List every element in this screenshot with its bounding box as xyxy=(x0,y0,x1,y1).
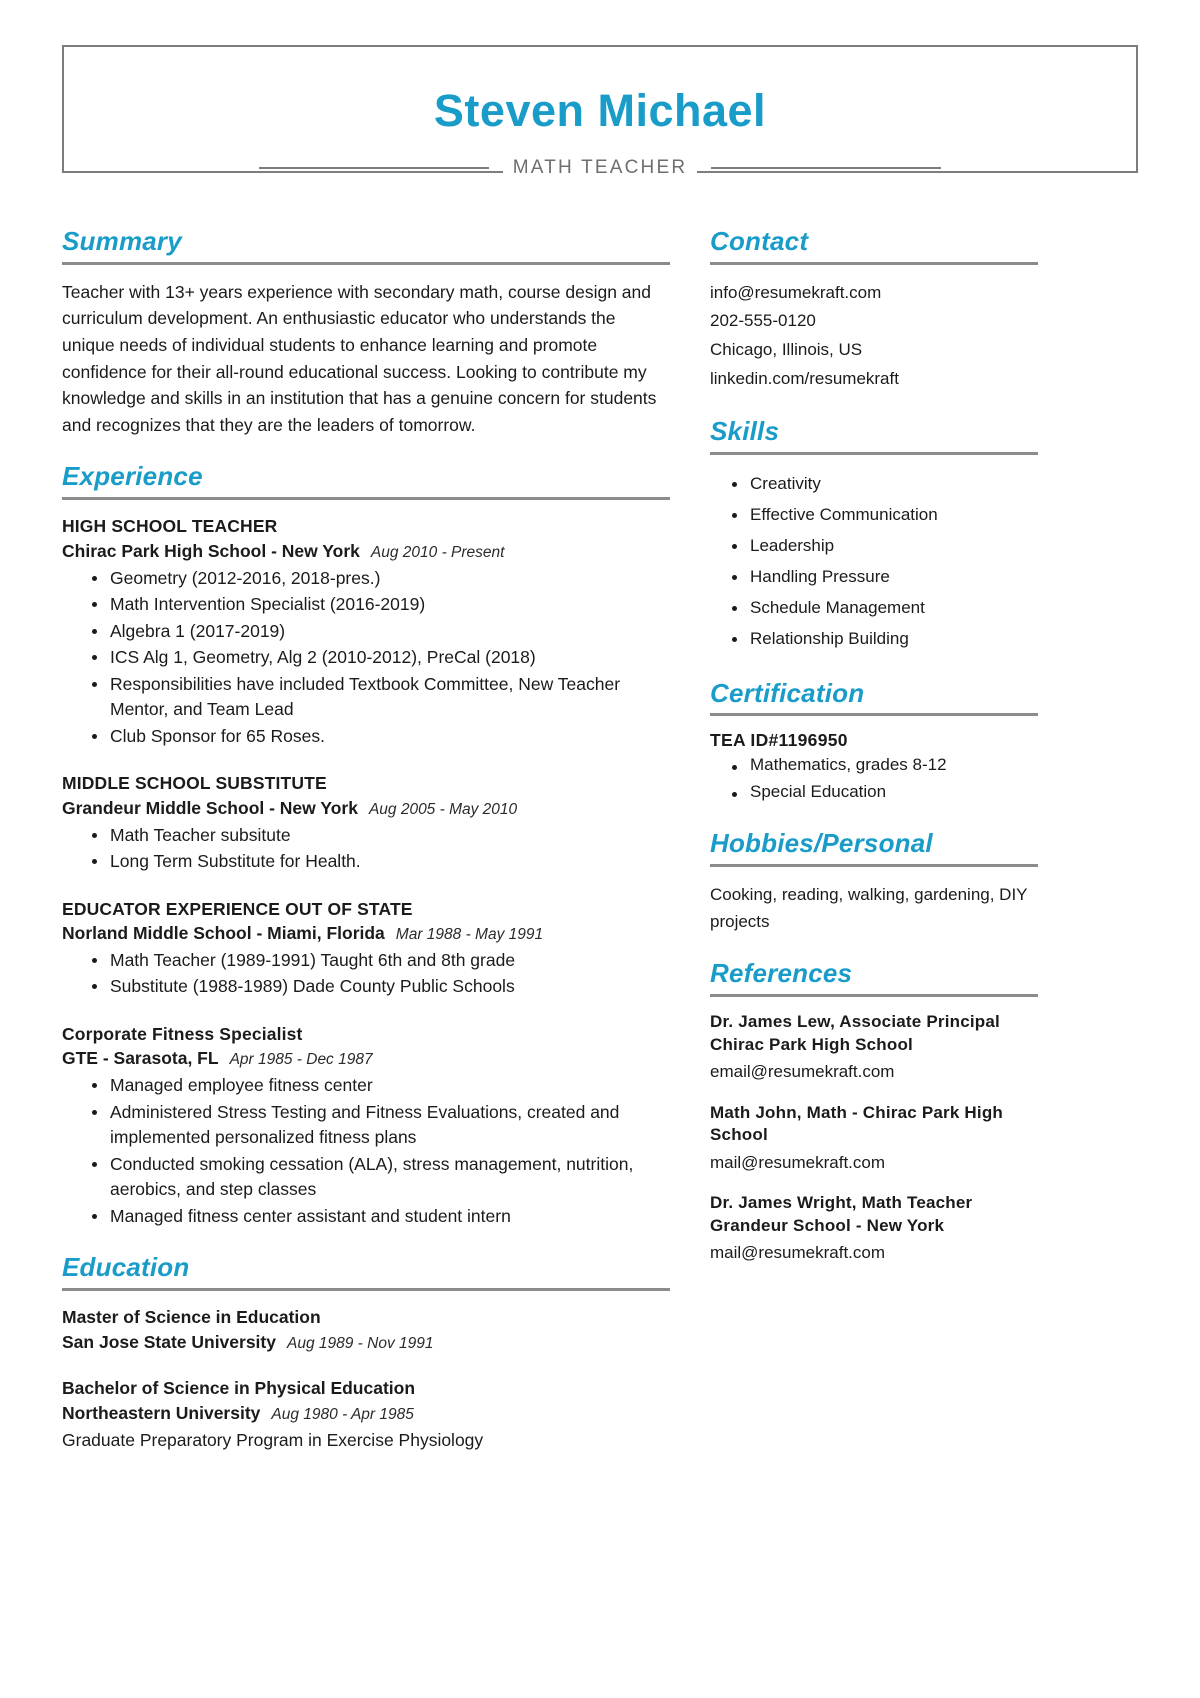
education-degree: Master of Science in Education xyxy=(62,1307,321,1328)
reference-name: Dr. James Wright, Math Teacher Grandeur School - New York xyxy=(710,1193,973,1235)
job-organization: GTE - Sarasota, FL xyxy=(62,1048,219,1069)
section-heading-certification: Certification xyxy=(710,677,865,708)
list-item: Geometry (2012-2016, 2018-pres.) xyxy=(92,566,670,592)
section-certification xyxy=(710,679,1038,806)
section-heading-education: Education xyxy=(62,1252,190,1283)
reference-entry xyxy=(710,1102,1038,1175)
education-degree: Bachelor of Science in Physical Education xyxy=(62,1378,416,1399)
section-heading-references: References xyxy=(710,958,853,989)
list-item: Effective Communication xyxy=(732,500,1038,531)
job-org-line xyxy=(62,921,670,946)
education-school: San Jose State University xyxy=(62,1331,276,1352)
job-organization: Norland Middle School - Miami, Florida xyxy=(62,923,385,944)
contact-location: Chicago, Illinois, US xyxy=(710,339,863,359)
job-dates: Aug 2005 - May 2010 xyxy=(368,800,518,818)
job-title: MATH TEACHER xyxy=(503,157,698,179)
section-experience xyxy=(62,462,670,1229)
list-item: Math Teacher subsitute xyxy=(92,823,670,849)
education-school-line xyxy=(62,1330,670,1355)
job-title-row xyxy=(62,157,1138,179)
title-rule-left xyxy=(259,167,489,169)
list-item: Managed employee fitness center xyxy=(92,1073,670,1099)
job-bullets xyxy=(62,1073,670,1229)
reference-name: Dr. James Lew, Associate Principal Chirac Park High School xyxy=(710,1012,1000,1054)
job-role: MIDDLE SCHOOL SUBSTITUTE xyxy=(62,773,327,794)
reference-name: Math John, Math - Chirac Park High School xyxy=(710,1102,1003,1145)
experience-entry xyxy=(62,1022,670,1229)
left-column xyxy=(62,227,670,1477)
education-school: Northeastern University xyxy=(62,1402,261,1423)
list-item: Club Sponsor for 65 Roses. xyxy=(92,724,670,750)
list-item: Relationship Building xyxy=(732,624,1038,655)
reference-email[interactable]: mail@resumekraft.com xyxy=(710,1242,886,1262)
section-rule xyxy=(62,1288,670,1291)
job-dates: Aug 2010 - Present xyxy=(370,543,505,561)
list-item: Handling Pressure xyxy=(732,562,1038,593)
section-summary xyxy=(62,227,670,438)
hobbies-text: Cooking, reading, walking, gardening, DIY projects xyxy=(710,885,1028,932)
job-org-line xyxy=(62,539,670,564)
list-item: ICS Alg 1, Geometry, Alg 2 (2010-2012), PreCal (2018) xyxy=(92,645,670,671)
section-rule xyxy=(710,713,1038,716)
job-organization: Chirac Park High School - New York xyxy=(62,540,360,561)
education-note: Graduate Preparatory Program in Exercise Physiology xyxy=(62,1429,484,1450)
summary-text: Teacher with 13+ years experience with secondary math, course design and curriculum development. An enthusiastic educator who understands the unique needs of individual students to enhance learning and promote confidence for their all-round educational success. Looking to contribute my knowledge and skills in an institution that has a genuine concern for students and recognizes that they are the leaders of tomorrow. xyxy=(62,281,657,435)
job-org-line xyxy=(62,796,670,821)
job-role: HIGH SCHOOL TEACHER xyxy=(62,516,278,537)
section-heading-contact: Contact xyxy=(710,226,809,256)
list-item: Administered Stress Testing and Fitness Evaluations, created and implemented personalized fitness plans xyxy=(92,1100,670,1151)
section-rule xyxy=(710,452,1038,455)
job-bullets xyxy=(62,823,670,875)
reference-email[interactable]: mail@resumekraft.com xyxy=(710,1152,886,1172)
contact-linkedin[interactable]: linkedin.com/resumekraft xyxy=(710,368,899,388)
list-item: Leadership xyxy=(732,531,1038,562)
list-item: Managed fitness center assistant and student intern xyxy=(92,1204,670,1230)
list-item: Mathematics, grades 8-12 xyxy=(732,752,1038,778)
section-hobbies xyxy=(710,829,1038,935)
job-bullets xyxy=(62,566,670,750)
list-item: Algebra 1 (2017-2019) xyxy=(92,619,670,645)
job-dates: Apr 1985 - Dec 1987 xyxy=(229,1051,373,1069)
section-references xyxy=(710,959,1038,1265)
section-rule xyxy=(710,994,1038,997)
list-item: Creativity xyxy=(732,469,1038,500)
section-rule xyxy=(710,864,1038,867)
section-heading-summary: Summary xyxy=(62,226,182,256)
list-item: Special Education xyxy=(732,779,1038,805)
header-box xyxy=(62,45,1138,173)
list-item: Substitute (1988-1989) Dade County Public Schools xyxy=(92,974,670,1000)
experience-entry xyxy=(62,514,670,749)
education-dates: Aug 1980 - Apr 1985 xyxy=(271,1405,414,1423)
list-item: Schedule Management xyxy=(732,593,1038,624)
right-column xyxy=(710,227,1038,1289)
content-columns xyxy=(62,227,1138,1477)
list-item: Conducted smoking cessation (ALA), stress management, nutrition, aerobics, and step classes xyxy=(92,1152,670,1203)
section-rule xyxy=(62,262,670,265)
list-item: Math Intervention Specialist (2016-2019) xyxy=(92,592,670,618)
section-heading-hobbies: Hobbies/Personal xyxy=(710,828,933,859)
reference-entry xyxy=(710,1011,1038,1084)
section-education xyxy=(62,1253,670,1453)
experience-entry xyxy=(62,771,670,874)
list-item: Responsibilities have included Textbook Committee, New Teacher Mentor, and Team Lead xyxy=(92,672,670,723)
education-entry xyxy=(62,1376,670,1453)
skills-list xyxy=(710,469,1038,655)
education-entry xyxy=(62,1305,670,1354)
education-school-line xyxy=(62,1401,670,1426)
section-heading-experience: Experience xyxy=(62,461,203,492)
section-heading-skills: Skills xyxy=(710,416,780,447)
contact-phone[interactable]: 202-555-0120 xyxy=(710,311,816,331)
education-dates: Aug 1989 - Nov 1991 xyxy=(286,1334,434,1352)
page-title: Steven Michael xyxy=(433,84,767,136)
job-role: Corporate Fitness Specialist xyxy=(62,1023,303,1044)
section-rule xyxy=(62,497,670,500)
job-organization: Grandeur Middle School - New York xyxy=(62,797,358,818)
section-rule xyxy=(710,262,1038,265)
job-role: EDUCATOR EXPERIENCE OUT OF STATE xyxy=(62,898,413,919)
certification-id: TEA ID#1196950 xyxy=(710,730,848,751)
list-item: Long Term Substitute for Health. xyxy=(92,849,670,875)
job-bullets xyxy=(62,948,670,1000)
title-rule-right xyxy=(711,167,941,169)
section-contact xyxy=(710,227,1038,393)
reference-entry xyxy=(710,1192,1038,1265)
certification-list xyxy=(710,752,1038,805)
experience-entry xyxy=(62,897,670,1000)
section-skills xyxy=(710,417,1038,655)
contact-email[interactable]: info@resumekraft.com xyxy=(710,282,882,302)
list-item: Math Teacher (1989-1991) Taught 6th and 8th grade xyxy=(92,948,670,974)
reference-email[interactable]: email@resumekraft.com xyxy=(710,1062,895,1082)
job-org-line xyxy=(62,1046,670,1071)
job-dates: Mar 1988 - May 1991 xyxy=(395,926,544,944)
